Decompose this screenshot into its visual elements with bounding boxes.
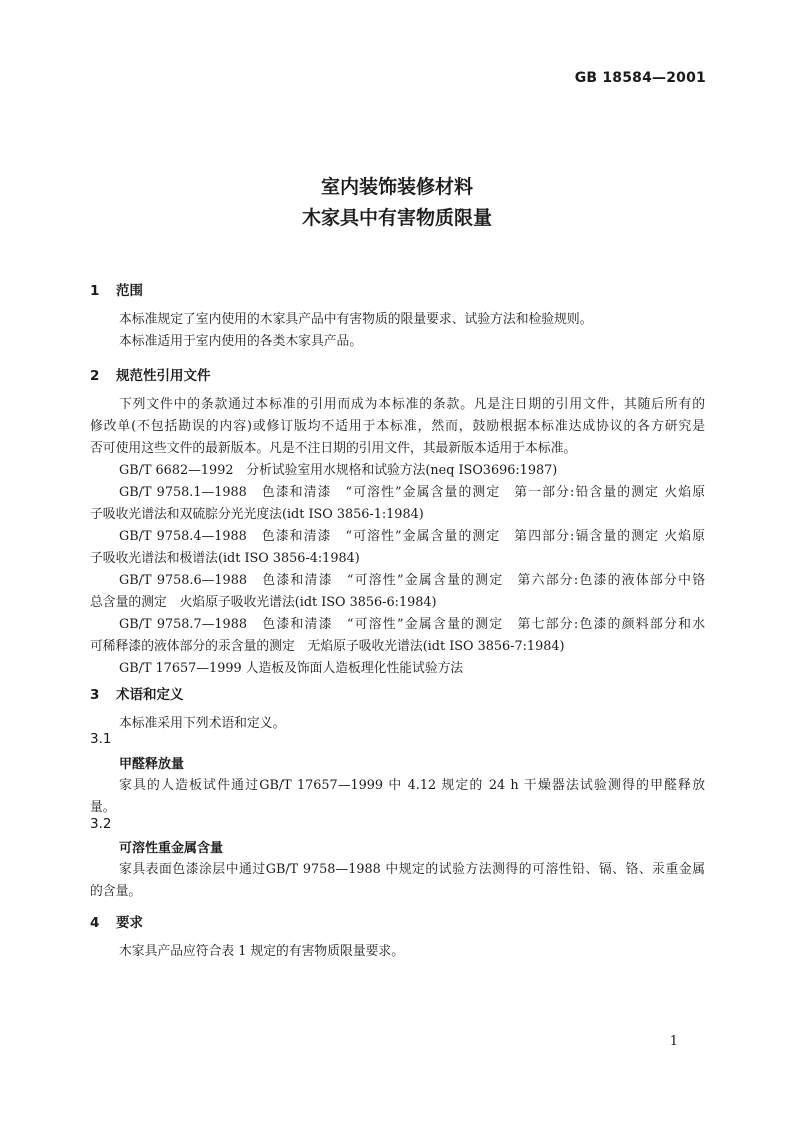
section-title: 术语和定义 [116, 687, 184, 703]
section-number: 1 [90, 283, 100, 299]
term-name: 甲醛释放量 [119, 757, 185, 772]
section-title: 规范性引用文件 [116, 368, 211, 384]
section-1-heading [90, 279, 143, 299]
title-line-1: 室内装饰装修材料 [320, 176, 473, 198]
section-number: 3 [90, 687, 100, 703]
reference-item: GB/T 17657—1999 人造板及饰面人造板理化性能试验方法 [119, 661, 464, 676]
reference-item: GB/T 9758.4—1988 色漆和清漆 “可溶性”金属含量的测定 第四部分:镉含量的测定 火焰原 [119, 529, 705, 544]
title-line-2: 木家具中有害物质限量 [301, 207, 492, 229]
term-name: 可溶性重金属含量 [119, 841, 224, 856]
reference-item: GB/T 6682—1992 分析试验室用水规格和试验方法(neq ISO3696:1987) [119, 463, 558, 478]
paragraph-line: 修改单(不包括勘误的内容)或修订版均不适用于本标准，然而，鼓励根据本标准达成协议的各方研究是 [90, 419, 705, 434]
section-2-heading [90, 364, 211, 384]
reference-item: GB/T 9758.1—1988 色漆和清漆 “可溶性”金属含量的测定 第一部分:铅含量的测定 火焰原 [119, 485, 705, 500]
section-3-heading [90, 683, 184, 703]
section-title: 要求 [116, 915, 143, 931]
reference-item-cont: 子吸收光谱法和双硫腙分光光度法(idt ISO 3856-1:1984) [90, 507, 424, 522]
reference-item: GB/T 9758.6—1988 色漆和清漆 “可溶性”金属含量的测定 第六部分:色漆的液体部分中铬 [119, 573, 705, 588]
reference-item-cont: 总含量的测定 火焰原子吸收光谱法(idt ISO 3856-6:1984) [90, 595, 437, 610]
term-definition-cont: 量。 [90, 800, 116, 815]
section-number: 2 [90, 368, 100, 384]
paragraph: 本标准适用于室内使用的各类木家具产品。 [119, 334, 363, 349]
term-definition: 家具表面色漆涂层中通过GB/T 9758—1988 中规定的试验方法测得的可溶性铅、镉、铬、汞重金属 [119, 862, 705, 877]
term-definition: 家具的人造板试件通过GB/T 17657—1999 中 4.12 规定的 24 h 干燥器法试验测得的甲醛释放 [119, 778, 705, 793]
term-number: 3.1 [90, 731, 112, 747]
paragraph: 本标准采用下列术语和定义。 [119, 716, 286, 731]
reference-item: GB/T 9758.7—1988 色漆和清漆 “可溶性”金属含量的测定 第七部分:色漆的颜料部分和水 [119, 617, 705, 632]
page-number: 1 [669, 1034, 678, 1049]
section-title: 范围 [116, 283, 143, 299]
section-4-heading [90, 911, 143, 931]
paragraph: 本标准规定了室内使用的木家具产品中有害物质的限量要求、试验方法和检验规则。 [119, 312, 593, 327]
paragraph: 木家具产品应符合表 1 规定的有害物质限量要求。 [119, 944, 405, 959]
section-number: 4 [90, 915, 100, 931]
reference-item-cont: 可稀释漆的液体部分的汞含量的测定 无焰原子吸收光谱法(idt ISO 3856-7:1984) [90, 639, 565, 654]
term-number: 3.2 [90, 816, 112, 832]
standard-code: GB 18584—2001 [574, 70, 706, 86]
paragraph-line: 否可使用这些文件的最新版本。凡是不注日期的引用文件，其最新版本适用于本标准。 [90, 441, 577, 456]
paragraph-line: 下列文件中的条款通过本标准的引用而成为本标准的条款。凡是注日期的引用文件，其随后所有的 [119, 397, 705, 412]
reference-item-cont: 子吸收光谱法和极谱法(idt ISO 3856-4:1984) [90, 551, 360, 566]
term-definition-cont: 的含量。 [90, 884, 142, 899]
